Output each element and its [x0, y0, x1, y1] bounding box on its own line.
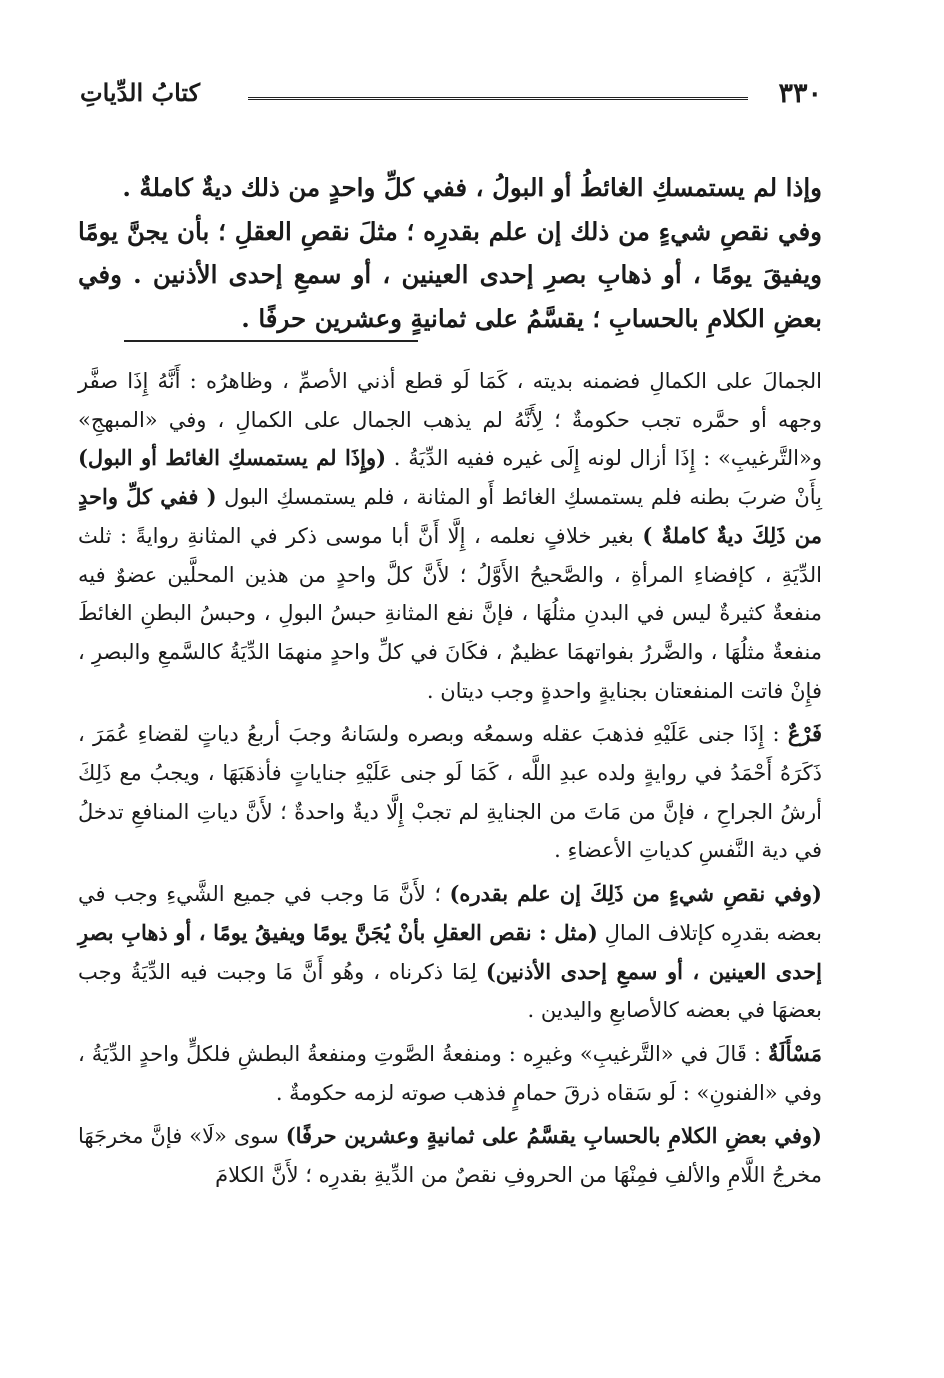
quoted-matn-segment: (وفي نقصِ شيءٍ من ذَلِكَ إن علم بقدره)	[449, 881, 822, 907]
commentary-paragraph	[78, 1035, 822, 1112]
quoted-matn-segment: ( ففي كلِّ واحدٍ من ذَلِكَ ديةٌ كاملةٌ )	[78, 484, 822, 548]
matn-divider	[124, 340, 418, 342]
matn-paragraph-1: وإذا لم يستمسكِ الغائطُ أو البولُ ، ففي كلِّ واحدٍ من ذلك ديةٌ كاملةٌ .	[122, 173, 822, 202]
commentary-segment: لِمَا ذكرناه ، وهُو أَنَّ مَا وجبت فيه الدِّيَةُ وجب بعضهَا في بعضه كالأصابعِ واليدين .	[78, 959, 822, 1023]
quoted-matn-segment: فَرْعٌ	[787, 721, 822, 747]
commentary-segment: سوى «لَا» فإنَّ مخرجَهَا مخرجُ اللَّامِ والألفِ فمِنْهَا من الحروفِ نقصٌ من الدِّيةِ بقدرِه ؛ لأَنَّ الكلامَ	[78, 1124, 822, 1188]
running-title: كتابُ الدِّياتِ	[80, 78, 201, 107]
commentary-paragraph	[78, 362, 822, 710]
commentary-text	[78, 362, 822, 1200]
commentary-paragraph	[78, 1117, 822, 1194]
header-rule	[248, 97, 748, 102]
commentary-segment: الجمالَ على الكمالِ فضمنه بديته ، كَمَا لَو قطع أذني الأصمِّ ، وظاهرُه : أَنَّهُ إِذَا صفَّر وجهه أو حمَّره تجب حكومةٌ ؛ لِأَنَّهُ لم يذهب الجمال على الكمالِ ، وفي «المبهجِ» و«التَّرغيبِ» : إِذَا أزال لونه إِلَى غيره ففيه الدِّيَةُ .	[78, 369, 822, 471]
commentary-paragraph	[78, 715, 822, 870]
commentary-segment: بِأَنْ ضربَ بطنه فلم يستمسكِ الغائط أَو المثانة ، فلم يستمسكِ البول	[216, 485, 822, 510]
commentary-paragraph	[78, 875, 822, 1030]
commentary-segment: بغير خلافٍ نعلمه ، إِلَّا أَنَّ أبا موسى ذكر في المثانةِ روايةً : ثلث الدِّيَةِ ، كإفضاءِ المرأةِ ، والصَّحيحُ الأَوَّلُ ؛ لأَنَّ كلَّ واحدٍ من هذين المحلَّين عضوٌ فيه منفعةٌ كثيرةٌ ليس في البدنِ مثلُهَا ، فإنَّ نفع المثانةِ حبسُ البولِ ، وحبسُ البطنِ الغائطَ منفعةٌ مثلُهَا ، والضَّررُ بفواتهمَا عظيمٌ ، فكَانَ في كلِّ واحدٍ منهمَا الدِّيَةُ كالسَّمعِ والبصرِ ، فإِنْ فاتت المنفعتان بجنايةٍ واحدةٍ وجب ديتان .	[78, 523, 822, 703]
matn-text	[78, 166, 822, 340]
page-header	[80, 78, 822, 122]
quoted-matn-segment: (وفي بعضِ الكلامِ بالحسابِ يقسَّمُ على ثمانيةٍ وعشرين حرفًا)	[285, 1123, 822, 1149]
commentary-segment: : إِذَا جنى عَلَيْهِ فذهبَ عقله وسمعُه وبصره ولسَانهُ وجبَ أربعُ دياتٍ لقضاءِ عُمَرَ ، ذَكَرَهُ أَحْمَدُ في روايةٍ ولده عبدِ اللَّه ، كَمَا لَو جنى عَلَيْهِ جناياتٍ فأذهَبَهَا ، ويجبُ مع ذَلِكَ أرشُ الجراحِ ، فإنَّ من مَاتَ من الجنايةِ لم تجبْ إِلَّا ديةٌ واحدةٌ ؛ لأَنَّ دياتِ المنافعِ تدخلُ في دية النَّفسِ كدياتِ الأعضاءِ .	[78, 722, 822, 863]
quoted-matn-segment: (وإِذَا لم يستمسكِ الغائط أو البول)	[78, 445, 387, 471]
quoted-matn-segment: (مثل : نقص العقلِ بأنْ يُجَنَّ يومًا ويفيقُ يومًا ، أو ذهابِ بصرِ إحدى العينين ، أو سمعِ إحدى الأذنين)	[78, 919, 822, 984]
quoted-matn-segment: مَسْأَلَةٌ	[767, 1040, 822, 1066]
matn-paragraph-2: وفي نقصِ شيءٍ من ذلك إن علم بقدرِه ؛ مثلَ نقصِ العقلِ ؛ بأن يجنَّ يومًا ويفيقَ يومًا ، أو ذهابِ بصرِ إحدى العينين ، أو سمعِ إحدى الأذنين . وفي بعضِ الكلامِ بالحسابِ ؛ يقسَّمُ على ثمانيةٍ وعشرين حرفًا .	[78, 216, 822, 333]
commentary-segment: : قَالَ في «التَّرغيبِ» وغيرِه : ومنفعةُ الصَّوتِ ومنفعةُ البطشِ فلكلٍّ واحدٍ الدِّيَةُ ، وفي «الفنونِ» : لَو سَقاه ذرقَ حمامٍ فذهب صوته لزمه حكومةٌ .	[78, 1041, 822, 1105]
commentary-segment: ؛ لأَنَّ مَا وجب في جميع الشَّيءِ وجب في بعضه بقدرِه كإتلاف المالِ	[78, 882, 822, 945]
page-number: ٣٣٠	[778, 78, 822, 109]
